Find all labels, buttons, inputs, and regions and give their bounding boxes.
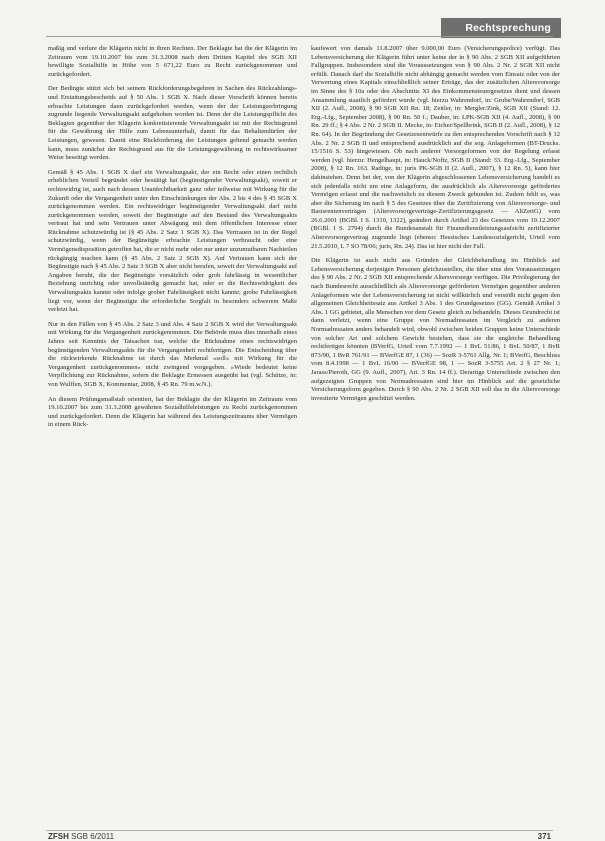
section-header-tab bbox=[441, 18, 561, 38]
paragraph: An diesem Prüfungsmaßstab orientiert, hat der Beklagte die der Klägerin im Zeitraum vom 19.10.2007 bis zum 31.3.2008 gewährten Sozialhilfeleistungen zu Recht zurückgenommen und zurückgefordert. Denn die Klägerin hat während des Leistungszeitraums über Vermögen in einem Rück- bbox=[48, 395, 297, 429]
left-column bbox=[48, 45, 297, 825]
paragraph: Der Bedingte stützt sich bei seinem Rückforderungsbegehren in Sachen des Rückzahlungs- und Erstattungsbescheids auf § 50 Abs. 1 SGB X. Nach dieser Vorschrift können bereits erbrachte Leistungen dann zurückgefordert werden, wenn der der Leistungserbringung zugrunde liegende Verwaltungsakt aufgehoben worden ist. Denn der die Leistungspflicht des Beklagten gegenüber der Klägerin konkretisierende Verwaltungsakt ist mit der Rechtsgrund für die Gewährung der Hilfe zum Lebensunterhalt, damit für das Behaltendürfen der Leistungen, gewesen. Damit eine Rückforderung der Leistungen geltend gemacht werden kann, muss zunächst der Rechtsgrund aus für die Leistungsgewährung in rechtswirksamer Weise beseitigt werden. bbox=[48, 85, 297, 162]
paragraph: Gemäß § 45 Abs. 1 SGB X darf ein Verwaltungsakt, der ein Recht oder einen rechtlich erheblichen Vorteil begründet oder bestätigt hat (begünstigender Verwaltungsakt), soweit er rechtswidrig ist, auch nach dessen Unanfechtbarkeit ganz oder teilweise mit Wirkung für die Zukunft oder die Vergangenheit unter den Einschränkungen der Abs. 2 bis 4 des § 45 SGB X zurückgenommen werden. Ein rechtswidriger begünstigender Verwaltungsakt darf nicht zurückgenommen werden, soweit der Begünstigte auf den Bestand des Verwaltungsakts vertraut hat und sein Vertrauen unter Abwägung mit dem öffentlichen Interesse einer Rücknahme schutzwürdig ist (§ 45 Abs. 2 Satz 1 SGB X). Das Vertrauen ist in der Regel schutzwürdig, wenn der Begünstigte erbrachte Leistungen verbraucht oder eine Vermögensdisposition getroffen hat, die er nicht mehr oder nur unter unzumutbaren Nachteilen rückgängig machen kann (§ 45 Abs. 2 Satz 2 SGB X). Auf Vertrauen kann sich der Begünstigte nach § 45 Abs. 2 Satz 3 SGB X aber nicht berufen, soweit der Verwaltungsakt auf Angaben beruht, die der Begünstigte vorsätzlich oder grob fahrlässig in wesentlicher Beziehung unrichtig oder unvollständig gemacht hat, oder er die Rechtswidrigkeit des Verwaltungsakts kannte oder infolge grober Fahrlässigkeit nicht kannte; grobe Fahrlässigkeit liegt vor, wenn der Begünstigte die erforderliche Sorgfalt in besonders schwerem Maße verletzt hat. bbox=[48, 168, 297, 314]
journal-prefix: ZFSH bbox=[48, 832, 69, 841]
article-body bbox=[48, 45, 560, 825]
paragraph: Nur in den Fällen von § 45 Abs. 2 Satz 3 und Abs. 4 Satz 2 SGB X wird der Verwaltungsakt mit Wirkung für die Vergangenheit zurückgenommen. Die Behörde muss dies innerhalb eines Jahres seit Kenntnis der Tatsachen tun, welche die Rücknahme eines rechtswidrigen begünstigenden Verwaltungsakts für die Vergangenheit rechtfertigen. Die Entscheidung über die rückwirkende Rücknahme ist durch das Merkmal »soll« mit Wirkung für die Vergangenheit zurückgenommen« nicht zwingend vorgegeben. »Wiede bedeutet keine Verpflichtung zur Rücknahme, sofern die Beklagte Ermessen ausgeübt hat (vgl. Schütze, in: von Wulffen, SGB X, Kommentar, 2008, § 45 Rn. 79 m.w.N.). bbox=[48, 320, 297, 388]
paragraph: Die Klägerin ist auch nicht aus Gründen der Gleichbehandlung im Hinblick auf Lebensversicherung derjenigen Personen gleichzustellen, die über eine den Voraussetzungen des § 90 Abs. 2 Nr. 2 SGB XII entsprechende Altersvorsorge verfügen. Die Privilegierung der nach Bundesrecht ausschließlich als Altersvorsorge geförderten Vermögen gegenüber anderen Anlageformen wie der Lebensversicherung ist nicht willkürlich und verstößt nicht gegen den allgemeinen Gleichheitssatz aus Artikel 3 Abs. 1 des Grundgesetzes (GG). Gemäß Artikel 3 Abs. 1 GG gebietet, alle Menschen vor dem Gesetz gleich zu behandeln. Dieses Grundrecht ist dann verletzt, wenn eine Gruppe von Normadressaten im Vergleich zu anderen Normadressaten anders behandelt wird, obwohl zwischen beiden Gruppen keine Unterschiede von solcher Art und solchem Gewicht bestehen, dass sie die ungleiche Behandlung rechtfertigen könnten (BVerfG, Urteil vom 7.7.1992 — 1 BvL 51/86, 1 BvL 50/87, 1 BvR 873/90, 1 BvR 761/91 — BVerfGE 87, 1 (36) — SozR 3-5761 Allg. Nr. 1; BVerfG, Beschluss vom 8.4.1998 — 1 BvL 16/90 — BVerfGE 98, 1 — SozR 3-5755 Art. 2 § 27 Nr. 1; Jarass/Pieroth, GG (9. Aufl., 2007), Art. 3 Rn. 14 ff.). Derartige Unterschiede zwischen den aufgezeigten Gruppen von Normadressaten sind hier im Hinblick auf die gesetzliche Versicherungsform gegeben. Durch § 90 Abs. 2 Nr. 2 SGB XII soll das in die Altersvorsorge investierte Vermögen geschützt werden. bbox=[311, 257, 560, 402]
page-number: 371 bbox=[537, 832, 551, 841]
journal-issue: SGB 6/2011 bbox=[68, 832, 115, 841]
section-title: Rechtsprechung bbox=[465, 22, 551, 34]
paragraph: maßig und verlure die Klägerin nicht in ihren Rechten. Der Beklagte hat die der Klägerin im Zeitraum vom 19.10.2007 bis zum 31.3.2008 nach dem Dritten Kapitel des SGB XII bewilligte Sozialhilfe in Höhe von 5 671,22 Euro zu Recht zurückgenommen und zurückgefordert. bbox=[48, 45, 297, 78]
footer-rule bbox=[46, 830, 553, 831]
journal-name bbox=[48, 832, 114, 841]
header-rule bbox=[46, 36, 553, 37]
right-column bbox=[311, 45, 560, 825]
paragraph: kaufswert von damals 11.8.2007 über 9.000,00 Euro (Versicherungspolice) verfügt. Das Lebensversicherung der Klägerin führt unter keine der in § 90 Abs. 2 SGB XII aufgeführten Fallgruppen. Insbesondere sind die Voraussetzungen von § 90 Abs. 2 Nr. 2 SGB XII nicht erfüllt. Danach darf die Sozialhilfe nicht abhängig gemacht werden vom Einsatz oder von der Verwertung eines Kapitals einschließlich seiner Erträge, das der zusätzlichen Altersvorsorge im Sinne des § 10a oder des Abschnitts XI des Einkommensteuergesetzes dient und dessen Ansammlung staatlich gefördert wurde (vgl. hierzu Wahrendorf, in: Grube/Wahrendorf, SGB XII (2. Aufl., 2008), § 90 SGB XII Rn. 18; Zeitler, in: Mergler/Zink, SGB XII (Stand: 12. Erg.-Lfg., September 2008), § 90 Rn. 50 f.; Dauber, in: LPK-SGB XII (4. Aufl., 2008), § 90 Rn. 29 ff.; § 4 Abs. 2 Nr. 2 SGB II. Mecke, in: Eicher/Spellbrink, SGB II (2. Aufl., 2008), § 12 Rn. 64). In der Begründung der Gesetzesentwürfe zu den entsprechenden Vorschrift nach § 12 Abs. 2 Nr. 2 SGB II und entsprechend ausdrücklich auf die sog. Anlageformen (BT-Drucks. 15/1516 S. 53) hingewiesen. Ob nach anderer Vorsorgeformen von der Regelung erfasst werden (vgl. hierzu: Hengelhaupt, in: Hauck/Noftz, SGB II (Stand: 33. Erg.-Lfg., September 2008), § 12 Rn. 163. Radüge, in: juris PK-SGB II (2. Aufl., 2007), § 12 Rn. 5), kann hier dahinstehen. Denn bei der, von der Klägerin abgeschlossenen Lebensversicherung handelt es sich jedenfalls nicht um eine Anlageform, die ausdrücklich als Altersvorsorge gefördertes Vermögen erfasst und die nachweislich zu diesem Zweck gebunden ist. Zudem fehlt es, was aber die Sicherung im nach § 5 des Gesetzes über die Zertifizierung von Altersvorsorge- und Basisrentenverträgen (Altersvorsorgeverträge-Zertifizierungsgesetz — AltZertG) vom 26.6.2001 (BGBl. I S. 1310, 1322), geändert durch Artikel 23 des Gesetzes vom 19.12.2007 (BGBl. I S. 2794) durch die Bundesanstalt für Finanzdienstleistungsaufsicht zertifizierter Altersvorsorgevertrag zugrunde liegt (ebenso: Hessisches Landessozialgericht, Urteil vom 21.5.2010, L 7 SO 78/06; juris, Rn. 24). Das ist hier nicht der Fall. bbox=[311, 45, 560, 250]
